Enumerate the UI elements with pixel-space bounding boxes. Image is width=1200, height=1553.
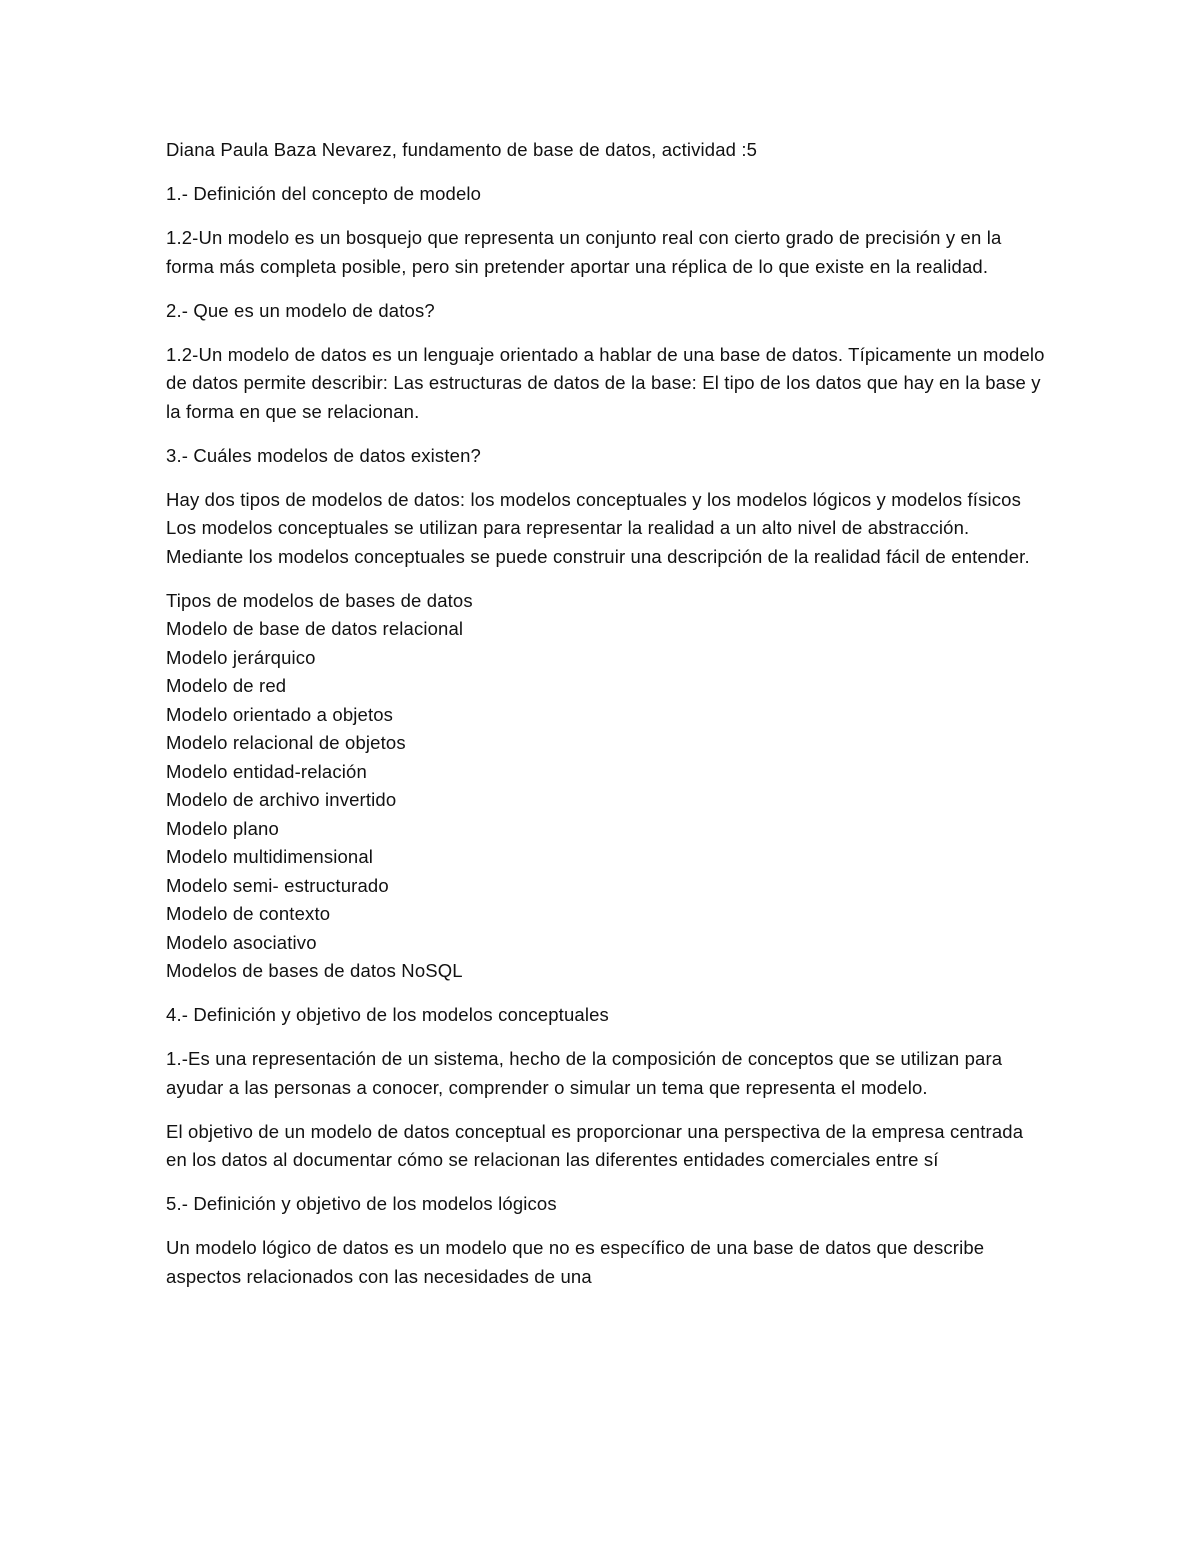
question-1: 1.- Definición del concepto de modelo — [166, 183, 482, 204]
answer-1: 1.2-Un modelo es un bosquejo que representa un conjunto real con cierto grado de precisión y en la forma más completa posible, pero sin pretender aportar una réplica de lo que existe en la realidad. — [166, 227, 1002, 277]
list-item: Modelo de archivo invertido — [166, 789, 397, 810]
question-5: 5.- Definición y objetivo de los modelos lógicos — [166, 1193, 557, 1214]
list-item: Modelo semi- estructurado — [166, 874, 389, 896]
list-item: Modelo de red — [166, 675, 287, 696]
list-item: Modelo de base de datos relacional — [166, 618, 464, 639]
list-item: Modelo orientado a objetos — [166, 703, 394, 725]
answer-2: 1.2-Un modelo de datos es un lenguaje orientado a hablar de una base de datos. Típicamente un modelo de datos permite describir: Las estructuras de datos de la base: El tipo de los datos que hay en la base y la forma en que se relacionan. — [166, 343, 1045, 422]
answer-3: Hay dos tipos de modelos de datos: los modelos conceptuales y los modelos lógicos y modelos físicos Los modelos conceptuales se utilizan para representar la realidad a un alto nivel de abstracción. Mediante los modelos conceptuales se puede construir una descripción de la realidad fácil de entender. — [166, 488, 1030, 567]
question-2: 2.- Que es un modelo de datos? — [166, 299, 435, 321]
document-page — [166, 136, 1046, 1307]
list-item: Modelo entidad-relación — [166, 760, 367, 782]
list-item: Modelo de contexto — [166, 903, 331, 924]
list-item: Modelo multidimensional — [166, 846, 374, 867]
answer-5: Un modelo lógico de datos es un modelo que no es específico de una base de datos que describe aspectos relacionados con las necesidades de una — [166, 1237, 985, 1287]
list-item: Modelos de bases de datos NoSQL — [166, 960, 463, 981]
list-item: Modelo relacional de objetos — [166, 732, 406, 753]
answer-4-part-2: El objetivo de un modelo de datos conceptual es proporcionar una perspectiva de la empresa centrada en los datos al documentar cómo se relacionan las diferentes entidades comerciales entre sí — [166, 1120, 1024, 1170]
list-item: Modelo jerárquico — [166, 646, 316, 668]
list-item: Modelo asociativo — [166, 931, 317, 953]
list-title: Tipos de modelos de bases de datos — [166, 589, 473, 611]
question-3: 3.- Cuáles modelos de datos existen? — [166, 444, 481, 466]
list-item: Modelo plano — [166, 817, 279, 839]
answer-4-part-1: 1.-Es una representación de un sistema, hecho de la composición de conceptos que se utilizan para ayudar a las personas a conocer, comprender o simular un tema que representa el modelo. — [166, 1048, 1003, 1098]
model-types-list — [166, 587, 1046, 986]
document-header: Diana Paula Baza Nevarez, fundamento de base de datos, actividad :5 — [166, 139, 758, 160]
question-4: 4.- Definición y objetivo de los modelos conceptuales — [166, 1004, 609, 1025]
